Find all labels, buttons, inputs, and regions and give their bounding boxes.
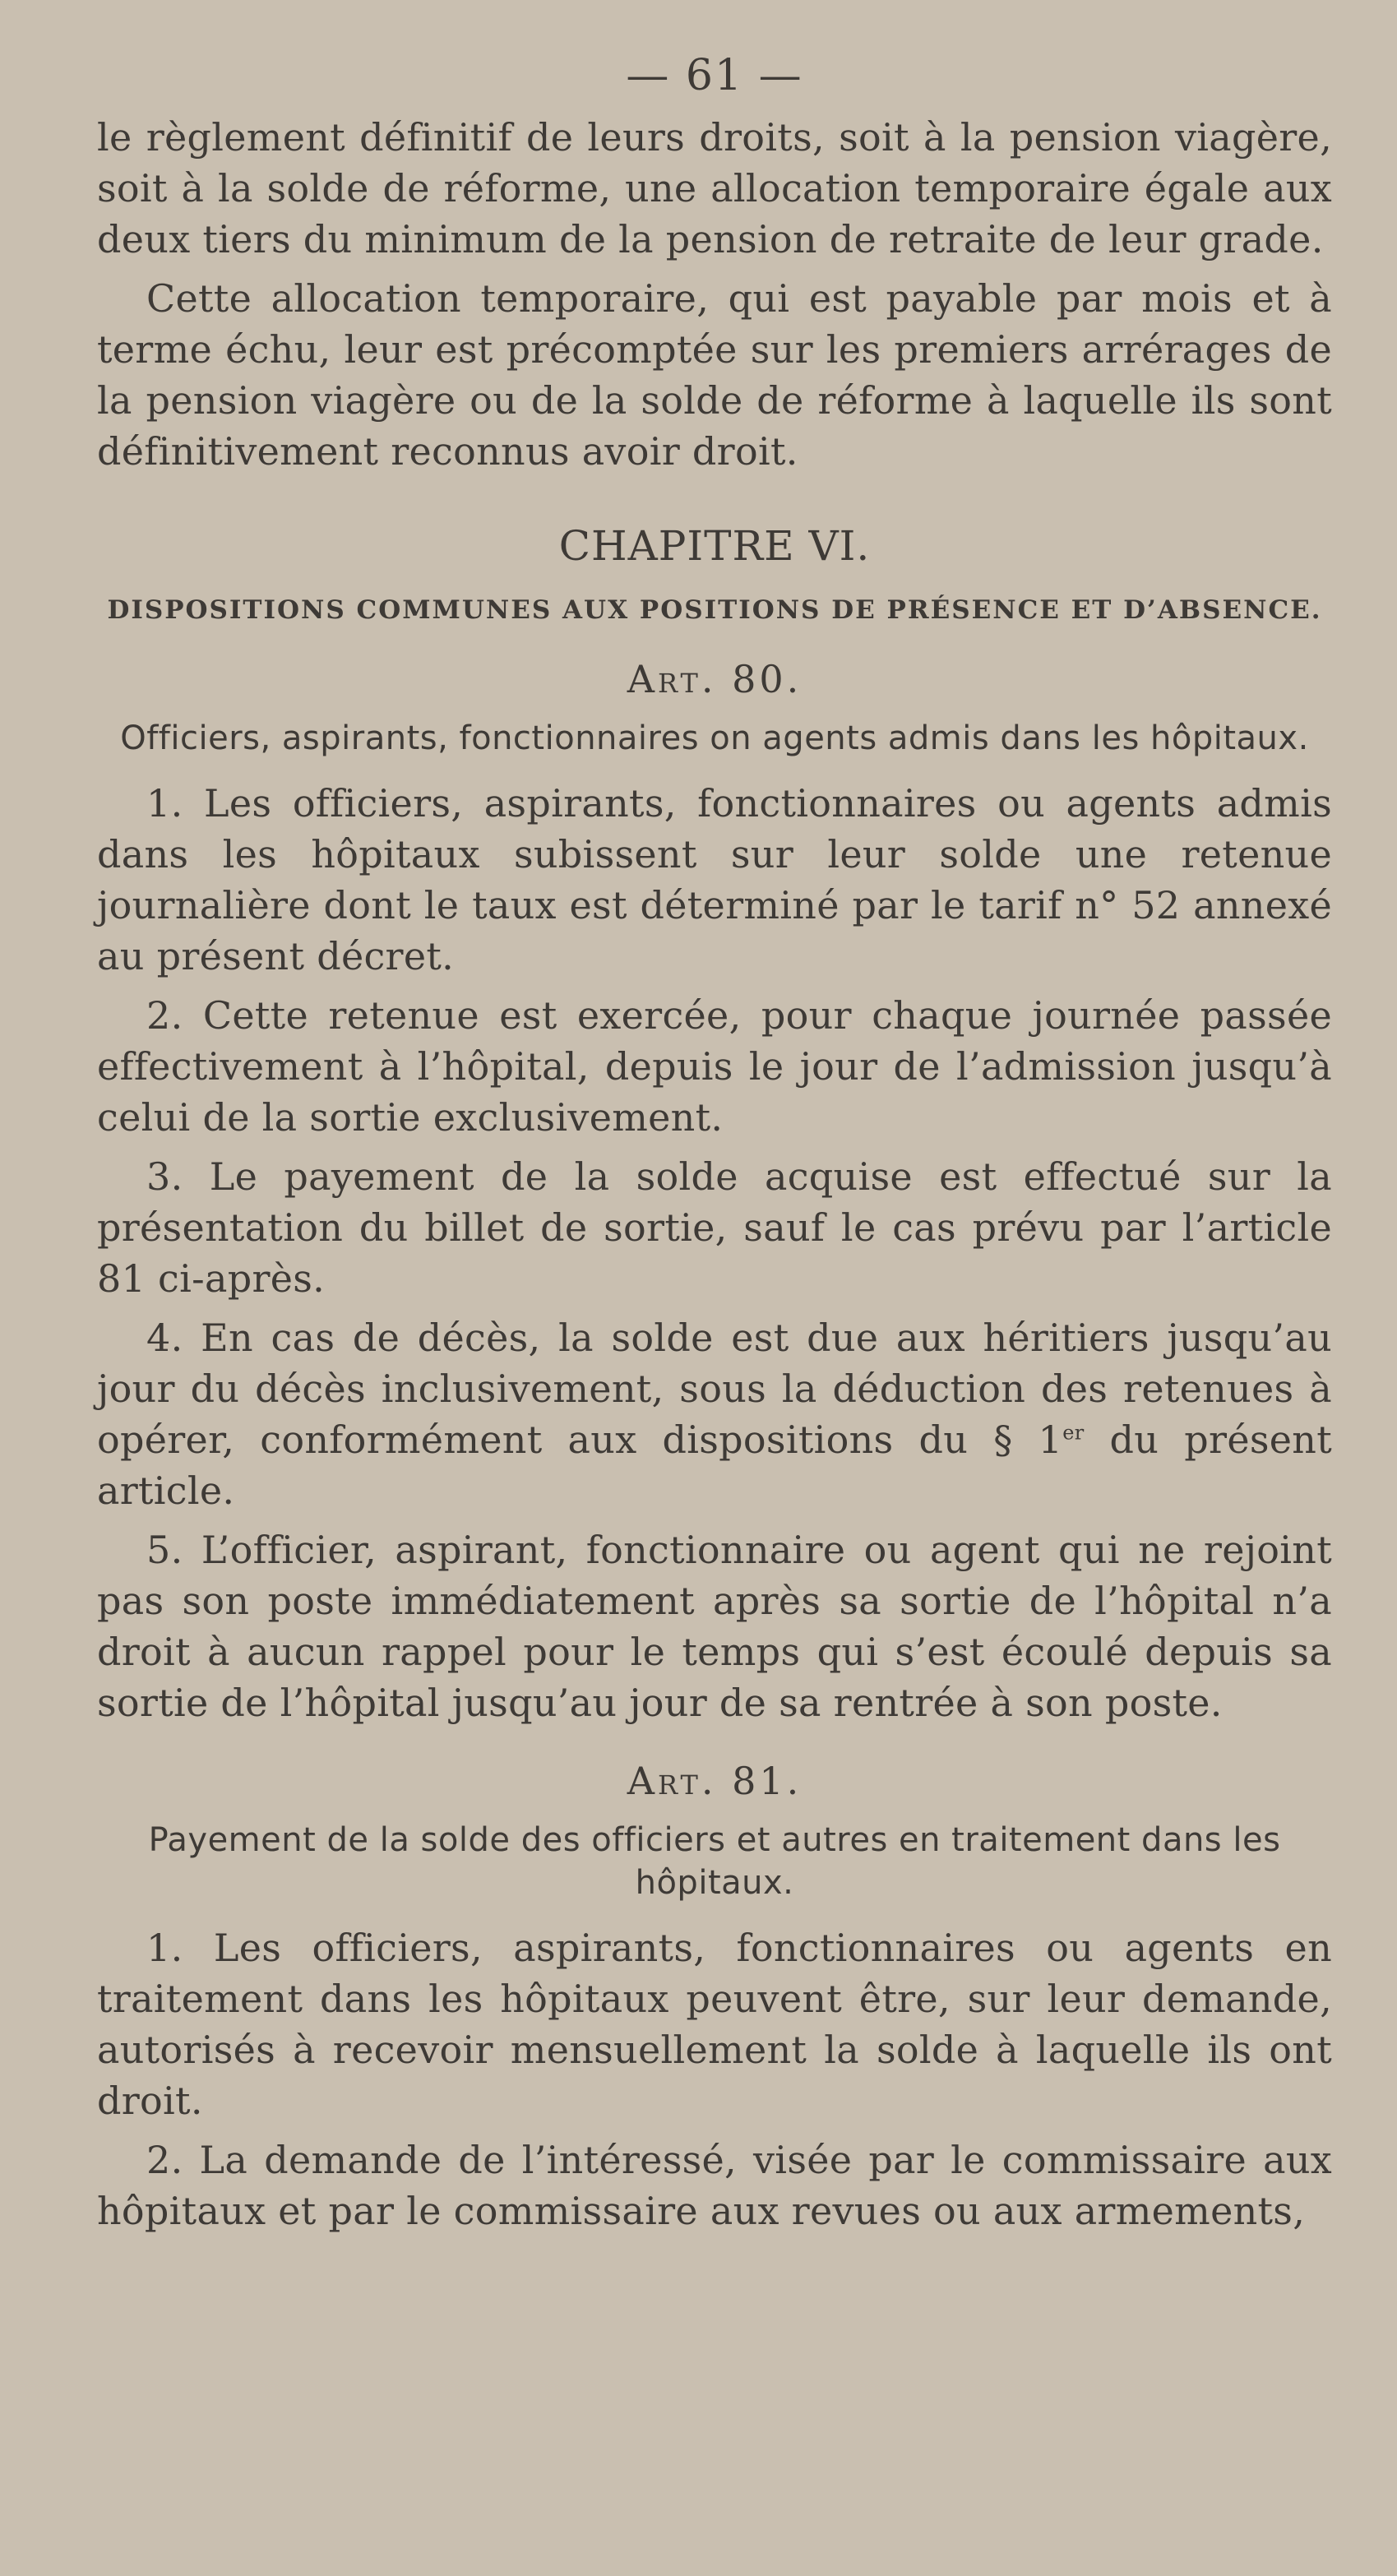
article-80-title: Officiers, aspirants, fonctionnaires on agents admis dans les hôpitaux. xyxy=(120,719,1309,757)
article-80-section-1: 1. Les officiers, aspirants, fonctionnaires ou agents admis dans les hôpitaux subissent sur leur solde une retenue journalière dont le taux est déterminé par le tarif n° 52 annexé au présent décret. xyxy=(97,781,1332,978)
article-81-section-2: 2. La demande de l’intéressé, visée par le commissaire aux hôpitaux et par le commissaire aux revues ou aux armements, xyxy=(97,2138,1332,2233)
article-80-heading: Art. 80. xyxy=(627,657,803,701)
paragraph-allocation: Cette allocation temporaire, qui est payable par mois et à terme échu, leur est précomptée sur les premiers arrérages de la pension viagère ou de la solde de réforme à laquelle ils sont définitivement reconnus avoir droit. xyxy=(97,276,1332,474)
article-80-section-5: 5. L’officier, aspirant, fonctionnaire ou agent qui ne rejoint pas son poste immédiatement après sa sortie de l’hôpital n’a droit à aucun rappel pour le temps qui s’est écoulé depuis sa sortie de l’hôpital jusqu’au jour de sa rentrée à son poste. xyxy=(97,1528,1332,1725)
section-4-superscript: er xyxy=(1062,1421,1085,1445)
article-81-title: Payement de la solde des officiers et autres en traitement dans les hôpitaux. xyxy=(148,1821,1281,1902)
article-80-section-2: 2. Cette retenue est exercée, pour chaque journée passée effectivement à l’hôpital, depuis le jour de l’admission jusqu’à celui de la sortie exclusivement. xyxy=(97,993,1332,1140)
section-4-text-end: du présent article. xyxy=(97,1417,1332,1513)
page-number: — 61 — xyxy=(626,51,803,100)
chapter-subheading: DISPOSITIONS COMMUNES AUX POSITIONS DE PRÉSENCE ET D’ABSENCE. xyxy=(107,595,1322,625)
article-80-section-4 xyxy=(97,1312,1332,1516)
article-81-heading: Art. 81. xyxy=(627,1759,803,1803)
document-page xyxy=(97,51,1332,2236)
article-80-section-3: 3. Le payement de la solde acquise est effectué sur la présentation du billet de sortie, sauf le cas prévu par l’article 81 ci-après. xyxy=(97,1154,1332,1301)
article-81-section-1: 1. Les officiers, aspirants, fonctionnaires ou agents en traitement dans les hôpitaux peuvent être, sur leur demande, autorisés à recevoir mensuellement la solde à laquelle ils ont droit. xyxy=(97,1926,1332,2123)
section-4-text: 4. En cas de décès, la solde est due aux héritiers jusqu’au jour du décès inclusivement, sous la déduction des retenues à opérer, conformément aux dispositions du § 1 xyxy=(97,1316,1332,1462)
chapter-heading: CHAPITRE VI. xyxy=(558,522,871,570)
paragraph-continued: le règlement définitif de leurs droits, soit à la pension viagère, soit à la solde de réforme, une allocation temporaire égale aux deux tiers du minimum de la pension de retraite de leur grade. xyxy=(97,115,1332,261)
